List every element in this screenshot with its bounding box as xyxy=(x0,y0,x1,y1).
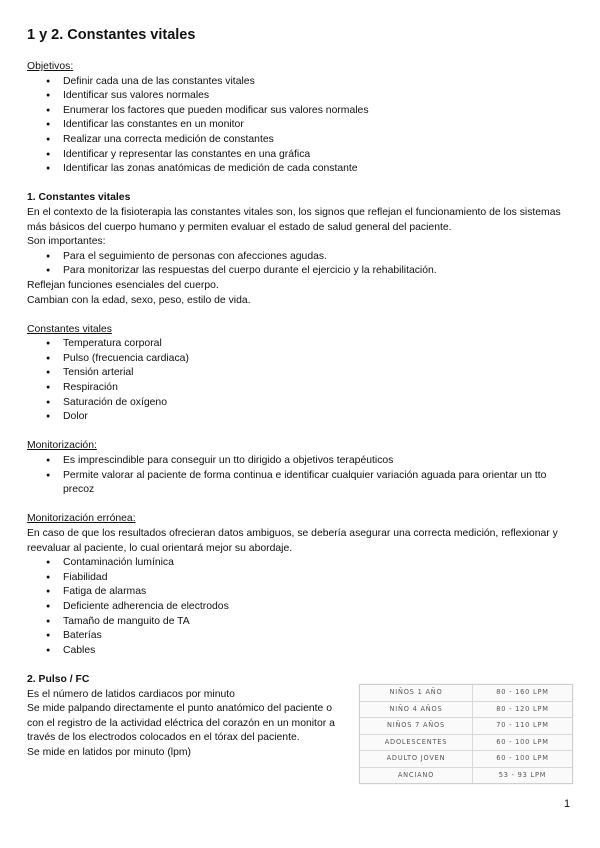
list-item: ● Identificar sus valores normales xyxy=(27,89,575,104)
list-item: ● Dolor xyxy=(27,410,575,425)
list-item: ● Realizar una correcta medición de constantes xyxy=(27,133,575,148)
table-cell-range: 60 - 100 LPM xyxy=(496,754,549,762)
list-item: ● Cables xyxy=(27,644,575,659)
section1-paragraph: En el contexto de la fisioterapia las constantes vitales son, los signos que reflejan el funcionamiento de los sistemas más básicos del cuerpo humano y permiten evaluar el estado de salud general del paciente. xyxy=(27,206,561,233)
list-item: ● Baterías xyxy=(27,629,575,644)
important-list xyxy=(27,250,575,279)
pulse-section xyxy=(27,673,347,761)
table-row xyxy=(360,718,572,735)
table-cell-range: 53 - 93 LPM xyxy=(498,770,547,779)
table-cell-range: 60 - 100 LPM xyxy=(496,737,549,746)
list-item: ● Identificar y representar las constantes en una gráfica xyxy=(27,148,575,163)
table-row xyxy=(360,751,572,768)
monitorizacion-heading: Monitorización: xyxy=(27,440,97,452)
section2-paragraph: Se mide palpando directamente el punto anatómico del paciente o con el registro de la actividad eléctrica del corazón en un monitor a través de los electrodos colocados en el tórax del paciente. xyxy=(27,703,335,744)
list-item: ● Es imprescindible para conseguir un tto dirigido a objetivos terapéuticos xyxy=(27,454,575,469)
table-cell-group: NIÑOS 1 AÑO xyxy=(360,685,473,701)
list-item: ● Deficiente adherencia de electrodos xyxy=(27,600,575,615)
important-intro: Son importantes: xyxy=(27,236,106,248)
table-cell-range: 80 - 120 LPM xyxy=(496,704,549,713)
table-cell-range: 80 - 160 LPM xyxy=(496,688,549,696)
table-row xyxy=(360,702,572,719)
erronea-list xyxy=(27,556,575,658)
list-item: ● Identificar las zonas anatómicas de medición de cada constante xyxy=(27,162,575,177)
content-body xyxy=(27,60,575,761)
section-heading-pulso: 2. Pulso / FC xyxy=(27,673,90,685)
list-item: ● Temperatura corporal xyxy=(27,337,575,352)
list-item: ● Saturación de oxígeno xyxy=(27,396,575,411)
table-cell-group: ADULTO JOVEN xyxy=(360,751,473,767)
constantes-list xyxy=(27,337,575,425)
list-item: ● Permite valorar al paciente de forma continua e identificar cualquier variación aguada para orientar un tto precoz xyxy=(27,469,575,498)
list-item: ● Para el seguimiento de personas con afecciones agudas. xyxy=(27,250,575,265)
table-cell-group: NIÑOS 7 AÑOS xyxy=(360,718,473,734)
page-title: 1 y 2. Constantes vitales xyxy=(27,27,196,43)
section1-line: Cambian con la edad, sexo, peso, estilo de vida. xyxy=(27,294,251,306)
objetivos-heading: Objetivos: xyxy=(27,61,74,72)
table-row xyxy=(360,768,572,784)
monitorizacion-list xyxy=(27,454,575,498)
list-item: ● Pulso (frecuencia cardiaca) xyxy=(27,352,575,367)
table-cell-range: 70 - 110 LPM xyxy=(496,721,549,729)
table-cell-group: ADOLESCENTES xyxy=(360,735,473,751)
objetivos-list xyxy=(27,75,575,177)
erronea-paragraph: En caso de que los resultados ofrecieran datos ambiguos, se debería asegurar una correcta medición, reflexionar y reevaluar al paciente, lo cual orientará mejor su abordaje. xyxy=(27,528,558,554)
table-row xyxy=(360,685,572,702)
list-item: ● Fatiga de alarmas xyxy=(27,585,575,600)
list-item: ● Fiabilidad xyxy=(27,571,575,586)
section2-line: Es el número de latidos cardiacos por minuto xyxy=(27,688,235,700)
list-item: ● Para monitorizar las respuestas del cuerpo durante el ejercicio y la rehabilitación. xyxy=(27,264,575,279)
list-item: ● Tamaño de manguito de TA xyxy=(27,615,575,630)
list-item: ● Tensión arterial xyxy=(27,366,575,381)
pulse-reference-table xyxy=(359,684,573,784)
section2-line: Se mide en latidos por minuto (lpm) xyxy=(27,746,192,758)
page-number: 1 xyxy=(564,798,571,810)
constantes-heading: Constantes vitales xyxy=(27,323,112,335)
list-item: ● Contaminación lumínica xyxy=(27,556,575,571)
section-heading-constantes: 1. Constantes vitales xyxy=(27,192,131,204)
list-item: ● Respiración xyxy=(27,381,575,396)
list-item: ● Identificar las constantes en un monitor xyxy=(27,118,575,133)
section1-line: Reflejan funciones esenciales del cuerpo. xyxy=(27,279,219,291)
list-item: ● Definir cada una de las constantes vitales xyxy=(27,75,575,90)
list-item: ● Enumerar los factores que pueden modificar sus valores normales xyxy=(27,104,575,119)
table-cell-group: ANCIANO xyxy=(360,768,473,784)
table-row xyxy=(360,735,572,752)
table-cell-group: NIÑO 4 AÑOS xyxy=(360,702,473,718)
erronea-heading: Monitorización errónea: xyxy=(27,513,136,525)
